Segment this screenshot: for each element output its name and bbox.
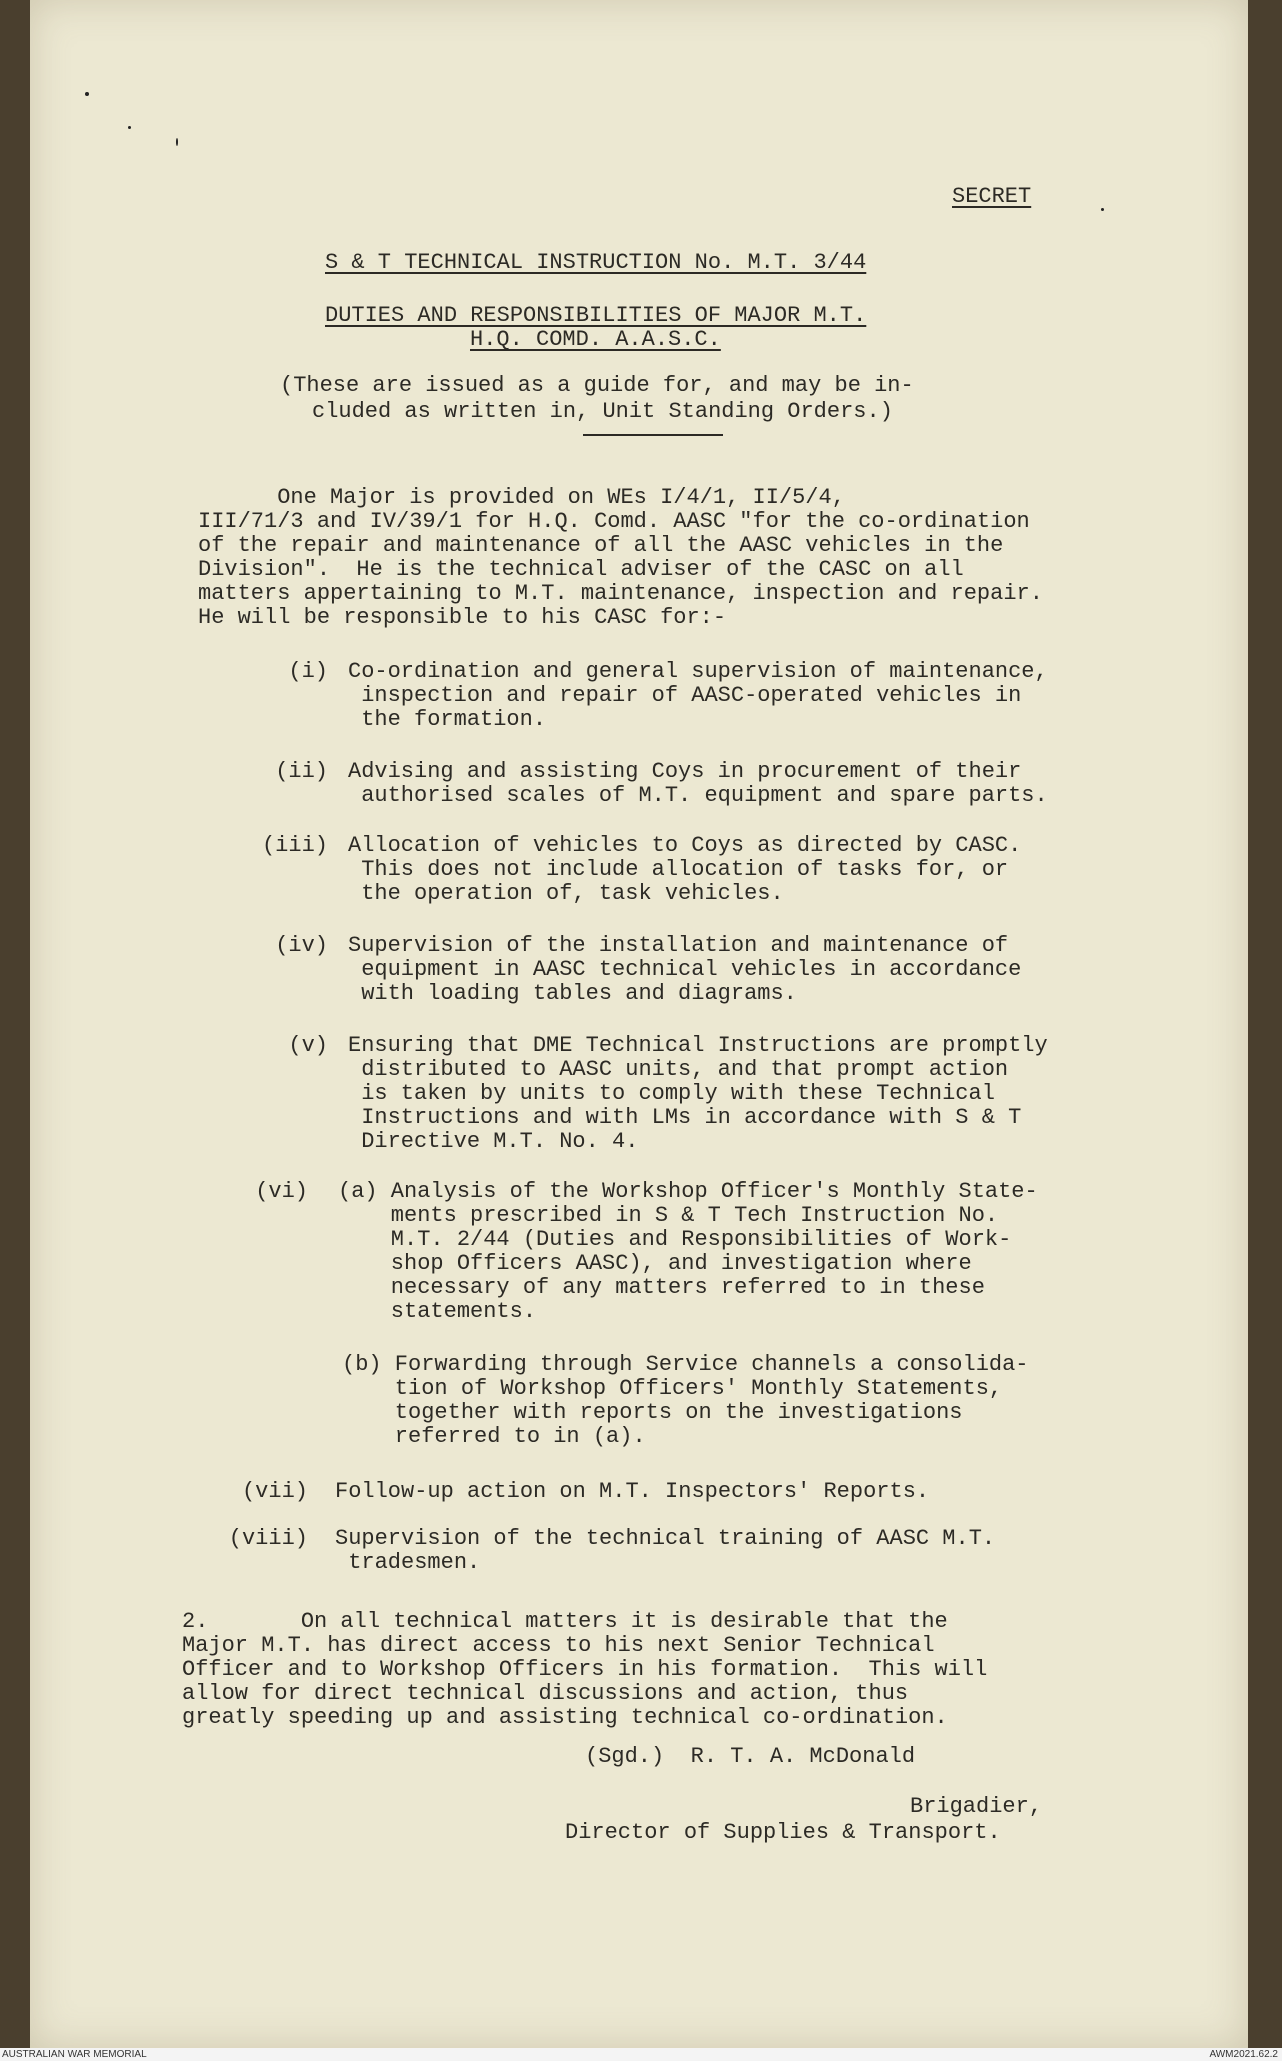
item-line: with loading tables and diagrams. — [348, 981, 797, 1006]
signatory-rank: Brigadier, — [910, 1794, 1043, 1819]
document-subheading: H.Q. COMD. A.A.S.C. — [470, 327, 721, 352]
guidance-note-line2: cluded as written in, Unit Standing Orders.) — [312, 399, 893, 424]
item-number: (viii) — [228, 1526, 308, 1551]
item-line: Directive M.T. No. 4. — [348, 1129, 639, 1154]
intro-line: matters appertaining to M.T. maintenance, inspection and repair. — [198, 581, 1043, 606]
closing-line: allow for direct technical discussions and action, thus — [182, 1681, 909, 1706]
paper-speck — [85, 92, 89, 96]
item-number: (vii) — [241, 1479, 308, 1504]
item-line: the formation. — [348, 707, 547, 732]
item-line: Ensuring that DME Technical Instructions are promptly — [348, 1033, 1048, 1058]
paper-speck — [176, 138, 178, 146]
document-page — [30, 0, 1248, 2048]
item-number: (iv) — [275, 933, 328, 958]
item-line: authorised scales of M.T. equipment and spare parts. — [348, 783, 1048, 808]
archive-footer — [0, 2048, 1282, 2061]
intro-line: One Major is provided on WEs I/4/1, II/5/4, — [198, 485, 845, 510]
item-line: Supervision of the technical training of AASC M.T. — [335, 1526, 996, 1551]
item-line: tradesmen. — [335, 1550, 481, 1575]
signatory-position: Director of Supplies & Transport. — [565, 1820, 1001, 1845]
item-line: Co-ordination and general supervision of maintenance, — [348, 659, 1048, 684]
paper-speck — [1101, 208, 1104, 211]
item-line: ments prescribed in S & T Tech Instruction No. — [338, 1203, 999, 1228]
intro-line: Division". He is the technical adviser of the CASC on all — [198, 557, 964, 582]
item-number: (vi) — [255, 1179, 308, 1204]
item-line: the operation of, task vehicles. — [348, 881, 784, 906]
closing-line: greatly speeding up and assisting technical co-ordination. — [182, 1705, 948, 1730]
signature-line: (Sgd.) R. T. A. McDonald — [585, 1744, 916, 1769]
item-line: together with reports on the investigations — [342, 1400, 963, 1425]
intro-line: III/71/3 and IV/39/1 for H.Q. Comd. AASC "for the co-ordination — [198, 509, 1030, 534]
item-number: (ii) — [275, 759, 328, 784]
item-line: This does not include allocation of tasks for, or — [348, 857, 1009, 882]
document-heading: DUTIES AND RESPONSIBILITIES OF MAJOR M.T. — [325, 303, 867, 328]
instruction-title: S & T TECHNICAL INSTRUCTION No. M.T. 3/44 — [325, 250, 867, 275]
separator-rule — [583, 434, 723, 436]
item-line: referred to in (a). — [342, 1424, 646, 1449]
item-line: Advising and assisting Coys in procurement of their — [348, 759, 1022, 784]
intro-line: He will be responsible to his CASC for:- — [198, 605, 727, 630]
item-line: shop Officers AASC), and investigation where — [338, 1251, 972, 1276]
item-number: (v) — [288, 1033, 328, 1058]
archive-name: AUSTRALIAN WAR MEMORIAL — [2, 2049, 147, 2060]
closing-line: 2. On all technical matters it is desirable that the — [182, 1609, 948, 1634]
closing-line: Major M.T. has direct access to his next Senior Technical — [182, 1633, 935, 1658]
item-line: tion of Workshop Officers' Monthly Statements, — [342, 1376, 1003, 1401]
item-line: Instructions and with LMs in accordance with S & T — [348, 1105, 1022, 1130]
classification-marking: SECRET — [952, 184, 1032, 209]
item-line: (b) Forwarding through Service channels a consolida- — [342, 1352, 1029, 1377]
intro-line: of the repair and maintenance of all the AASC vehicles in the — [198, 533, 1004, 558]
item-line: inspection and repair of AASC-operated vehicles in — [348, 683, 1022, 708]
item-line: Allocation of vehicles to Coys as directed by CASC. — [348, 833, 1022, 858]
item-line: is taken by units to comply with these Technical — [348, 1081, 995, 1106]
closing-line: Officer and to Workshop Officers in his formation. This will — [182, 1657, 988, 1682]
item-line: Supervision of the installation and maintenance of — [348, 933, 1009, 958]
item-line: (a) Analysis of the Workshop Officer's Monthly State- — [338, 1179, 1038, 1204]
item-line: equipment in AASC technical vehicles in accordance — [348, 957, 1022, 982]
item-number: (iii) — [261, 833, 328, 858]
item-line: statements. — [338, 1299, 537, 1324]
item-line: distributed to AASC units, and that prompt action — [348, 1057, 1009, 1082]
guidance-note-line1: (These are issued as a guide for, and may be in- — [280, 373, 914, 398]
item-line: necessary of any matters referred to in these — [338, 1275, 985, 1300]
item-line: Follow-up action on M.T. Inspectors' Reports. — [335, 1479, 930, 1504]
item-line: M.T. 2/44 (Duties and Responsibilities of Work- — [338, 1227, 1012, 1252]
archive-id: AWM2021.62.2 — [1209, 2049, 1278, 2060]
item-number: (i) — [288, 659, 328, 684]
paper-speck — [128, 126, 131, 129]
